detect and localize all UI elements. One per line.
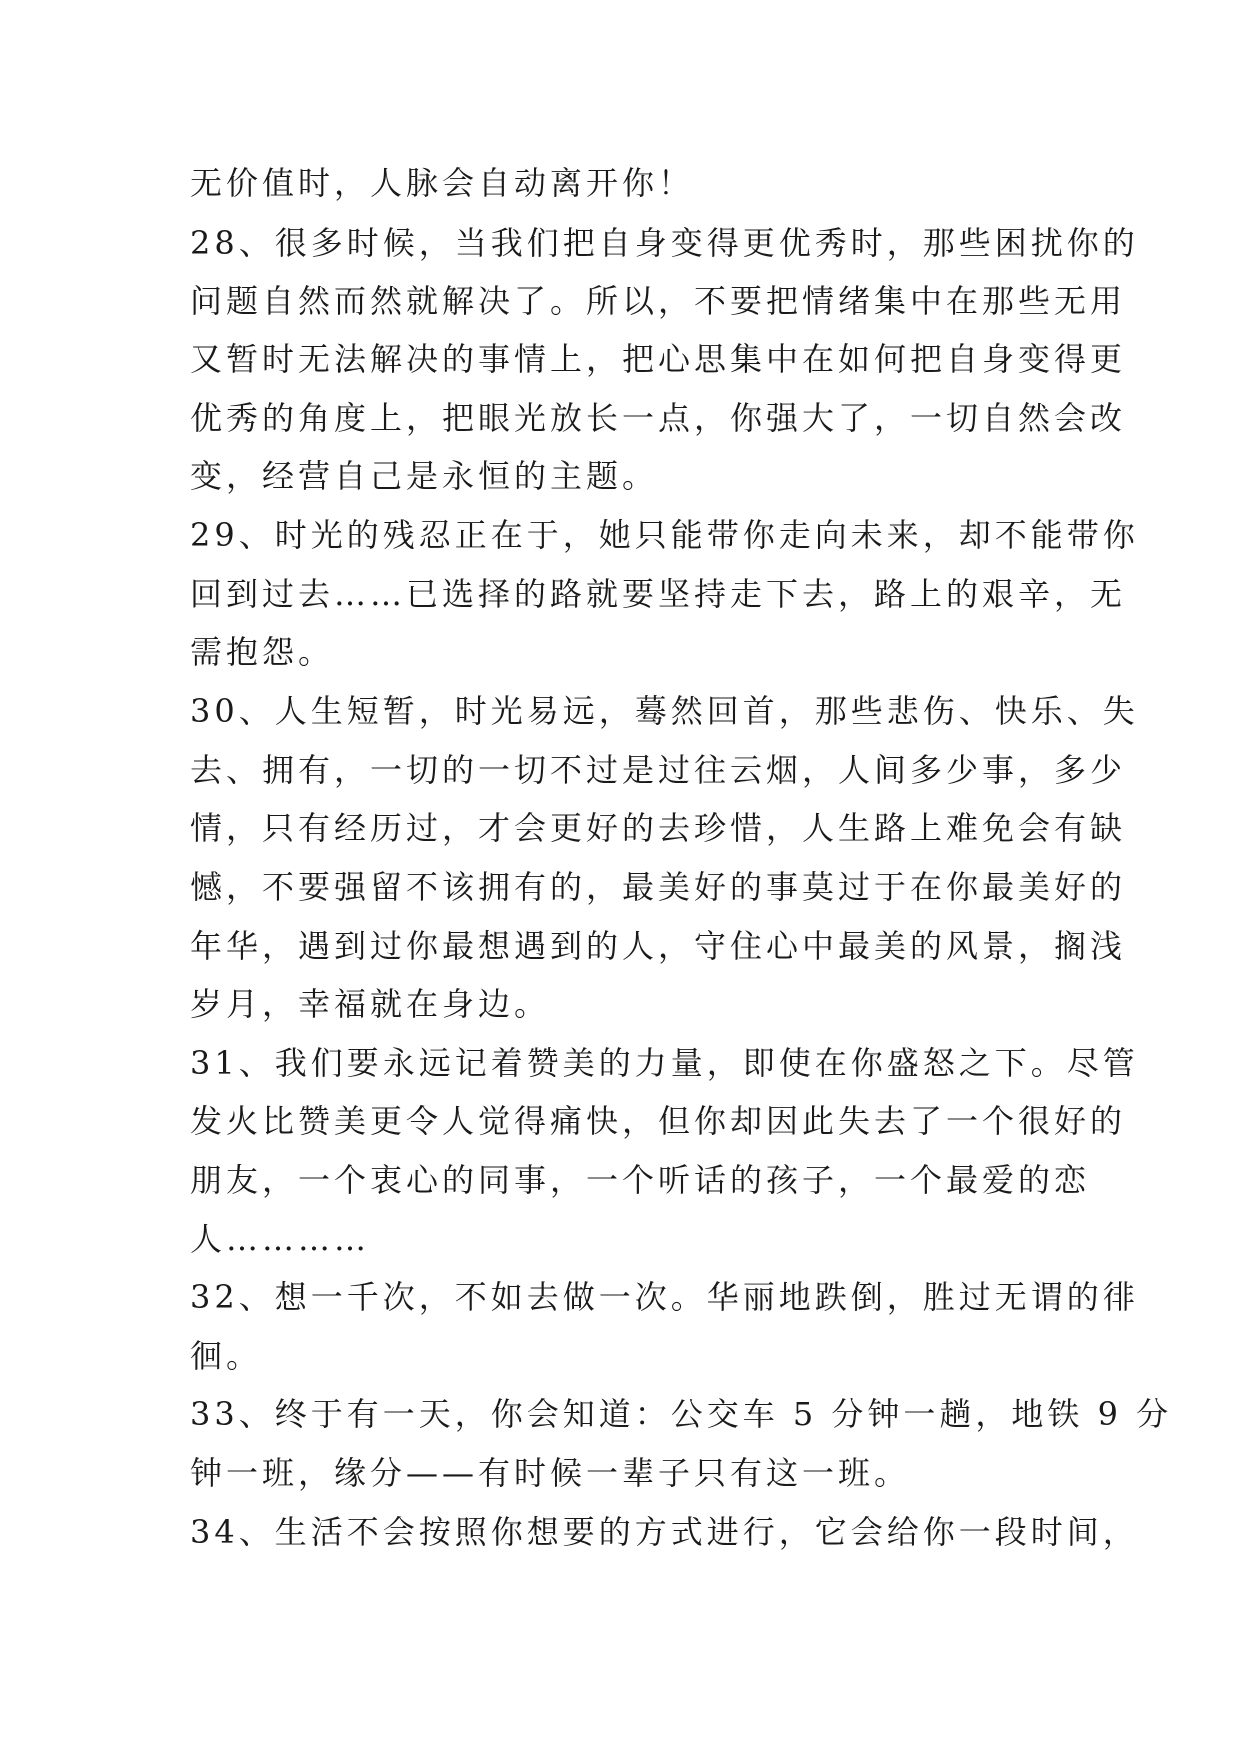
text-line: 又暂时无法解决的事情上，把心思集中在如何把自身变得更: [190, 340, 1127, 378]
text-line: 问题自然而然就解决了。所以，不要把情绪集中在那些无用: [190, 282, 1127, 320]
text-line: 33、终于有一天，你会知道：公交车 5 分钟一趟，地铁 9 分: [190, 1395, 1173, 1433]
text-line: 人…………: [190, 1220, 371, 1258]
text-line: 回到过去……已选择的路就要坚持走下去，路上的艰辛，无: [190, 575, 1127, 613]
text-line: 钟一班，缘分——有时候一辈子只有这一班。: [190, 1454, 911, 1492]
text-line: 朋友，一个衷心的同事，一个听话的孩子，一个最爱的恋: [190, 1161, 1091, 1199]
text-line: 岁月，幸福就在身边。: [190, 985, 551, 1023]
text-line: 发火比赞美更令人觉得痛快，但你却因此失去了一个很好的: [190, 1102, 1127, 1140]
text-line: 无价值时，人脉会自动离开你！: [190, 164, 695, 202]
text-line: 34、生活不会按照你想要的方式进行，它会给你一段时间，: [190, 1513, 1139, 1551]
text-line: 优秀的角度上，把眼光放长一点，你强大了，一切自然会改: [190, 399, 1127, 437]
text-line: 29、时光的残忍正在于，她只能带你走向未来，却不能带你: [190, 516, 1139, 554]
text-line: 28、很多时候，当我们把自身变得更优秀时，那些困扰你的: [190, 224, 1139, 262]
text-line: 30、人生短暂，时光易远，蓦然回首，那些悲伤、快乐、失: [190, 692, 1139, 730]
text-line: 情，只有经历过，才会更好的去珍惜，人生路上难免会有缺: [190, 809, 1127, 847]
text-line: 年华，遇到过你最想遇到的人，守住心中最美的风景，搁浅: [190, 927, 1127, 965]
text-line: 徊。: [190, 1337, 263, 1375]
text-line: 32、想一千次，不如去做一次。华丽地跌倒，胜过无谓的徘: [190, 1278, 1139, 1316]
text-line: 31、我们要永远记着赞美的力量，即使在你盛怒之下。尽管: [190, 1044, 1139, 1082]
text-line: 变，经营自己是永恒的主题。: [190, 457, 659, 495]
text-line: 憾，不要强留不该拥有的，最美好的事莫过于在你最美好的: [190, 868, 1127, 906]
text-line: 去、拥有，一切的一切不过是过往云烟，人间多少事，多少: [190, 751, 1127, 789]
text-line: 需抱怨。: [190, 633, 335, 671]
